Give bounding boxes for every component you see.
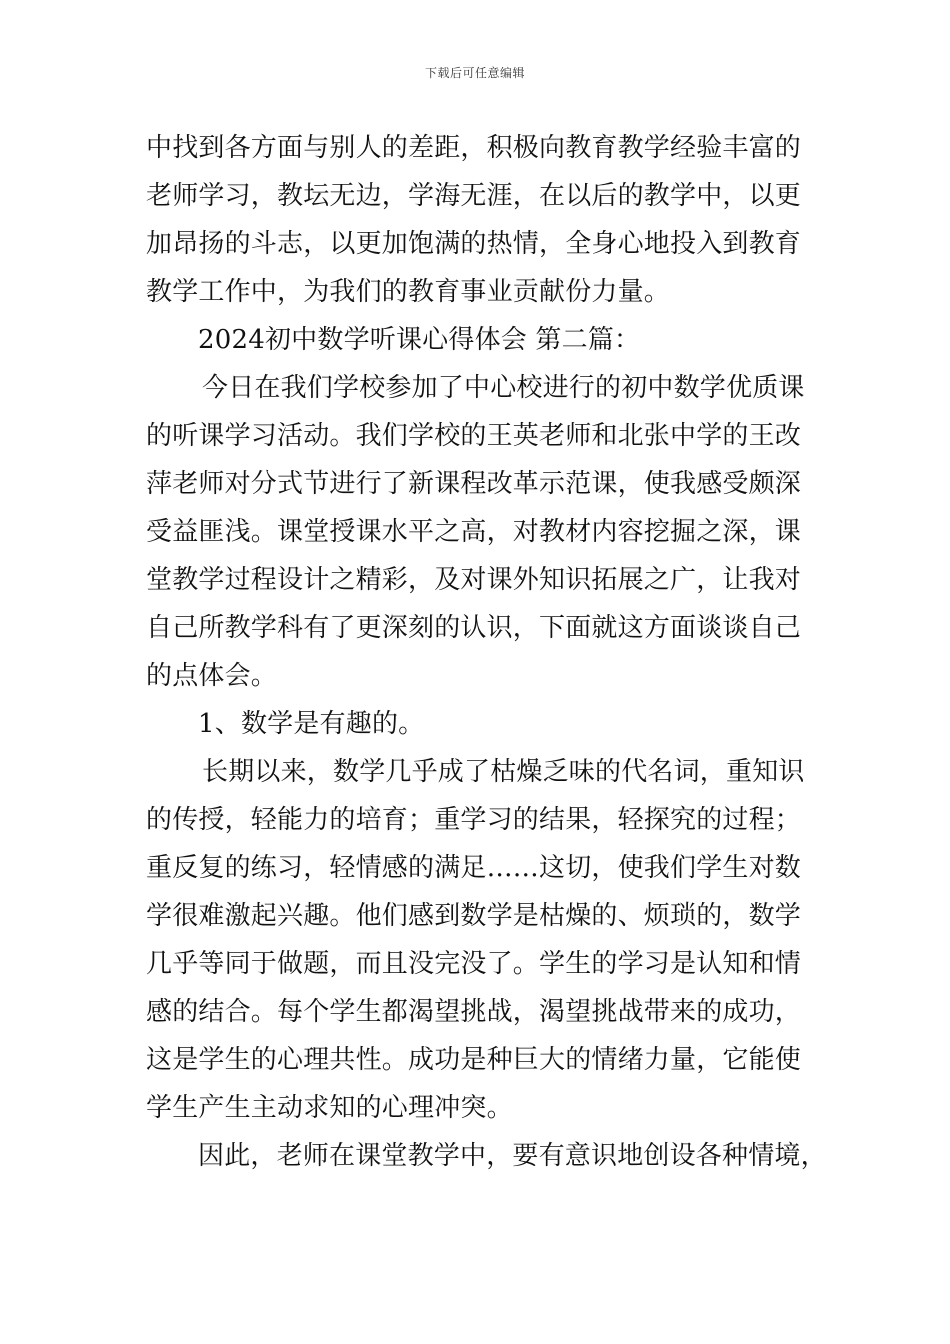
text-line: 几乎等同于做题，而且没完没了。学生的学习是认知和情 [146, 949, 802, 979]
text-line: 老师学习，教坛无边，学海无涯，在以后的教学中，以更 [146, 181, 802, 211]
text-line: 萍老师对分式节进行了新课程改革示范课，使我感受颇深 [146, 469, 802, 499]
text-line: 这是学生的心理共性。成功是种巨大的情绪力量，它能使 [146, 1045, 802, 1075]
text-line: 加昂扬的斗志，以更加饱满的热情，全身心地投入到教育 [146, 229, 802, 259]
text-line: 堂教学过程设计之精彩，及对课外知识拓展之广，让我对 [146, 565, 802, 595]
text-line: 学生产生主动求知的心理冲突。 [146, 1093, 513, 1123]
subheading: 1、数学是有趣的。 [198, 709, 425, 739]
text-line: 学很难激起兴趣。他们感到数学是枯燥的、烦琐的，数学 [146, 901, 802, 931]
text-line: 感的结合。每个学生都渴望挑战，渴望挑战带来的成功， [146, 997, 802, 1027]
text-line: 自己所教学科有了更深刻的认识，下面就这方面谈谈自己 [146, 613, 802, 643]
text-line: 今日在我们学校参加了中心校进行的初中数学优质课 [202, 373, 805, 403]
text-line: 教学工作中，为我们的教育事业贡献份力量。 [146, 277, 671, 307]
text-line: 长期以来，数学几乎成了枯燥乏味的代名词，重知识 [202, 757, 805, 787]
text-line: 中找到各方面与别人的差距，积极向教育教学经验丰富的 [146, 133, 802, 163]
text-line: 受益匪浅。课堂授课水平之高，对教材内容挖掘之深，课 [146, 517, 802, 547]
text-line: 的听课学习活动。我们学校的王英老师和北张中学的王改 [146, 421, 802, 451]
text-line: 因此，老师在课堂教学中，要有意识地创设各种情境， [198, 1141, 827, 1171]
section-heading: 2024初中数学听课心得体会 第二篇： [198, 325, 641, 355]
document-body [146, 124, 826, 1180]
text-line: 的点体会。 [146, 661, 278, 691]
text-line: 的传授，轻能力的培育；重学习的结果，轻探究的过程； [146, 805, 802, 835]
page-header: 下载后可任意编辑 [424, 66, 525, 80]
text-line: 重反复的练习，轻情感的满足……这切，使我们学生对数 [146, 853, 802, 883]
